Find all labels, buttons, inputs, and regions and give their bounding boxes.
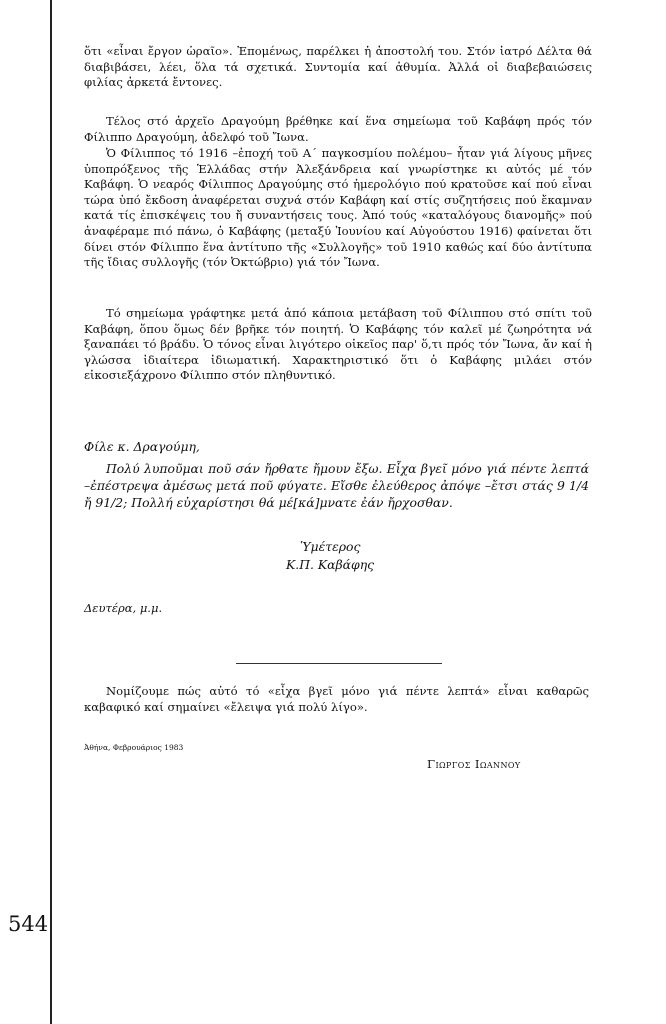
place-date: Ἀθήνα, Φεβρουάριος 1983 <box>84 743 184 752</box>
closing-note: Νομίζουμε πώς αὐτό τό «εἶχα βγεῖ μόνο γιά πέντε λεπτά» εἶναι καθαρῶς καβαφικό καί σημαίνει «ἔλειψα γιά πολύ λίγο». <box>84 684 589 714</box>
letter-closing: Ὑμέτερος <box>300 539 361 554</box>
letter-date: Δευτέρα, μ.μ. <box>84 601 163 615</box>
paragraph-3: Ὁ Φίλιππος τό 1916 –ἐποχή τοῦ Α΄ παγκοσμίου πολέμου– ἦταν γιά λίγους μῆνες ὑποπρόξενος τῆς Ἑλλάδας στήν Ἀλεξάνδρεια καί γνωρίστηκε κι αὐτός μέ τόν Καβάφη. Ὁ νεαρός Φίλιππος Δραγούμης στό ἡμερολόγιο πού κρατοῦσε καί πού εἶναι τώρα ὑπό ἔκδοση ἀναφέρεται συχνά στόν Καβάφη καί στίς συζητήσεις πού ἔκαμναν κατά τίς ἐπισκέψεις του ἤ συναντήσεις τους. Ἀπό τούς «καταλόγους διανομῆς» πού ἀναφέραμε πιό πάνω, ὁ Καβάφης (μεταξύ Ἰουνίου καί Αὐγούστου 1916) φαίνεται ὅτι δίνει στόν Φίλιππο ἕνα ἀντίτυπο τῆς «Συλλογῆς» τοῦ 1910 καθώς καί δύο ἀντίτυπα τῆς ἴδιας συλλογῆς (τόν Ὀκτώβριο) γιά τόν Ἴωνα. <box>84 146 592 270</box>
author-name: Γιωργος Ιωαννου <box>427 757 521 771</box>
paragraph-2: Τέλος στό ἀρχεῖο Δραγούμη βρέθηκε καί ἕνα σημείωμα τοῦ Καβάφη πρός τόν Φίλιππο Δραγούμη, ἀδελφό τοῦ Ἴωνα. <box>84 114 592 144</box>
paragraph-1: ὅτι «εἶναι ἔργον ὡραῖο». Ἐπομένως, παρέλκει ἡ ἀποστολή του. Στόν ἰατρό Δέλτα θά διαβιβάσει, λέει, ὅλα τά σχετικά. Συντομία καί ἀθυμία. Ἀλλά οἱ διαβεβαιώσεις φιλίας ἀρκετά ἔντονες. <box>84 44 592 90</box>
section-divider <box>236 663 442 664</box>
letter-salutation: Φίλε κ. Δραγούμη, <box>84 439 200 454</box>
margin-rule <box>50 0 52 1024</box>
letter-body: Πολύ λυποῦμαι ποῦ σάν ἤρθατε ἤμουν ἔξω. Εἶχα βγεῖ μόνο γιά πέντε λεπτά –ἐπέστρεψα ἀμέσως μετά ποῦ φύγατε. Εἴσθε ἐλεύθερος ἀπόψε –ἔτσι στάς 9 1/4 ἤ 91/2; Πολλή εὐχαρίστησι θά μέ[κά]μνατε ἐάν ἤρχοσθαν. <box>84 461 589 510</box>
paragraph-4: Τό σημείωμα γράφτηκε μετά ἀπό κάποια μετάβαση τοῦ Φίλιππου στό σπίτι τοῦ Καβάφη, ὅπου ὅμως δέν βρῆκε τόν ποιητή. Ὁ Καβάφης τόν καλεῖ μέ ζωηρότητα νά ξαναπάει τό βράδυ. Ὁ τόνος εἶναι λιγότερο οἰκεῖος παρ' ὅ,τι πρός τόν Ἴωνα, ἄν καί ἡ γλώσσα ἰδιαίτερα ἰδιωματική. Χαρακτηριστικό ὅτι ὁ Καβάφης μιλάει στόν εἰκοσιεξάχρονο Φίλιππο στόν πληθυντικό. <box>84 306 592 383</box>
page-number: 544 <box>8 912 49 936</box>
letter-signature: Κ.Π. Καβάφης <box>286 557 375 572</box>
